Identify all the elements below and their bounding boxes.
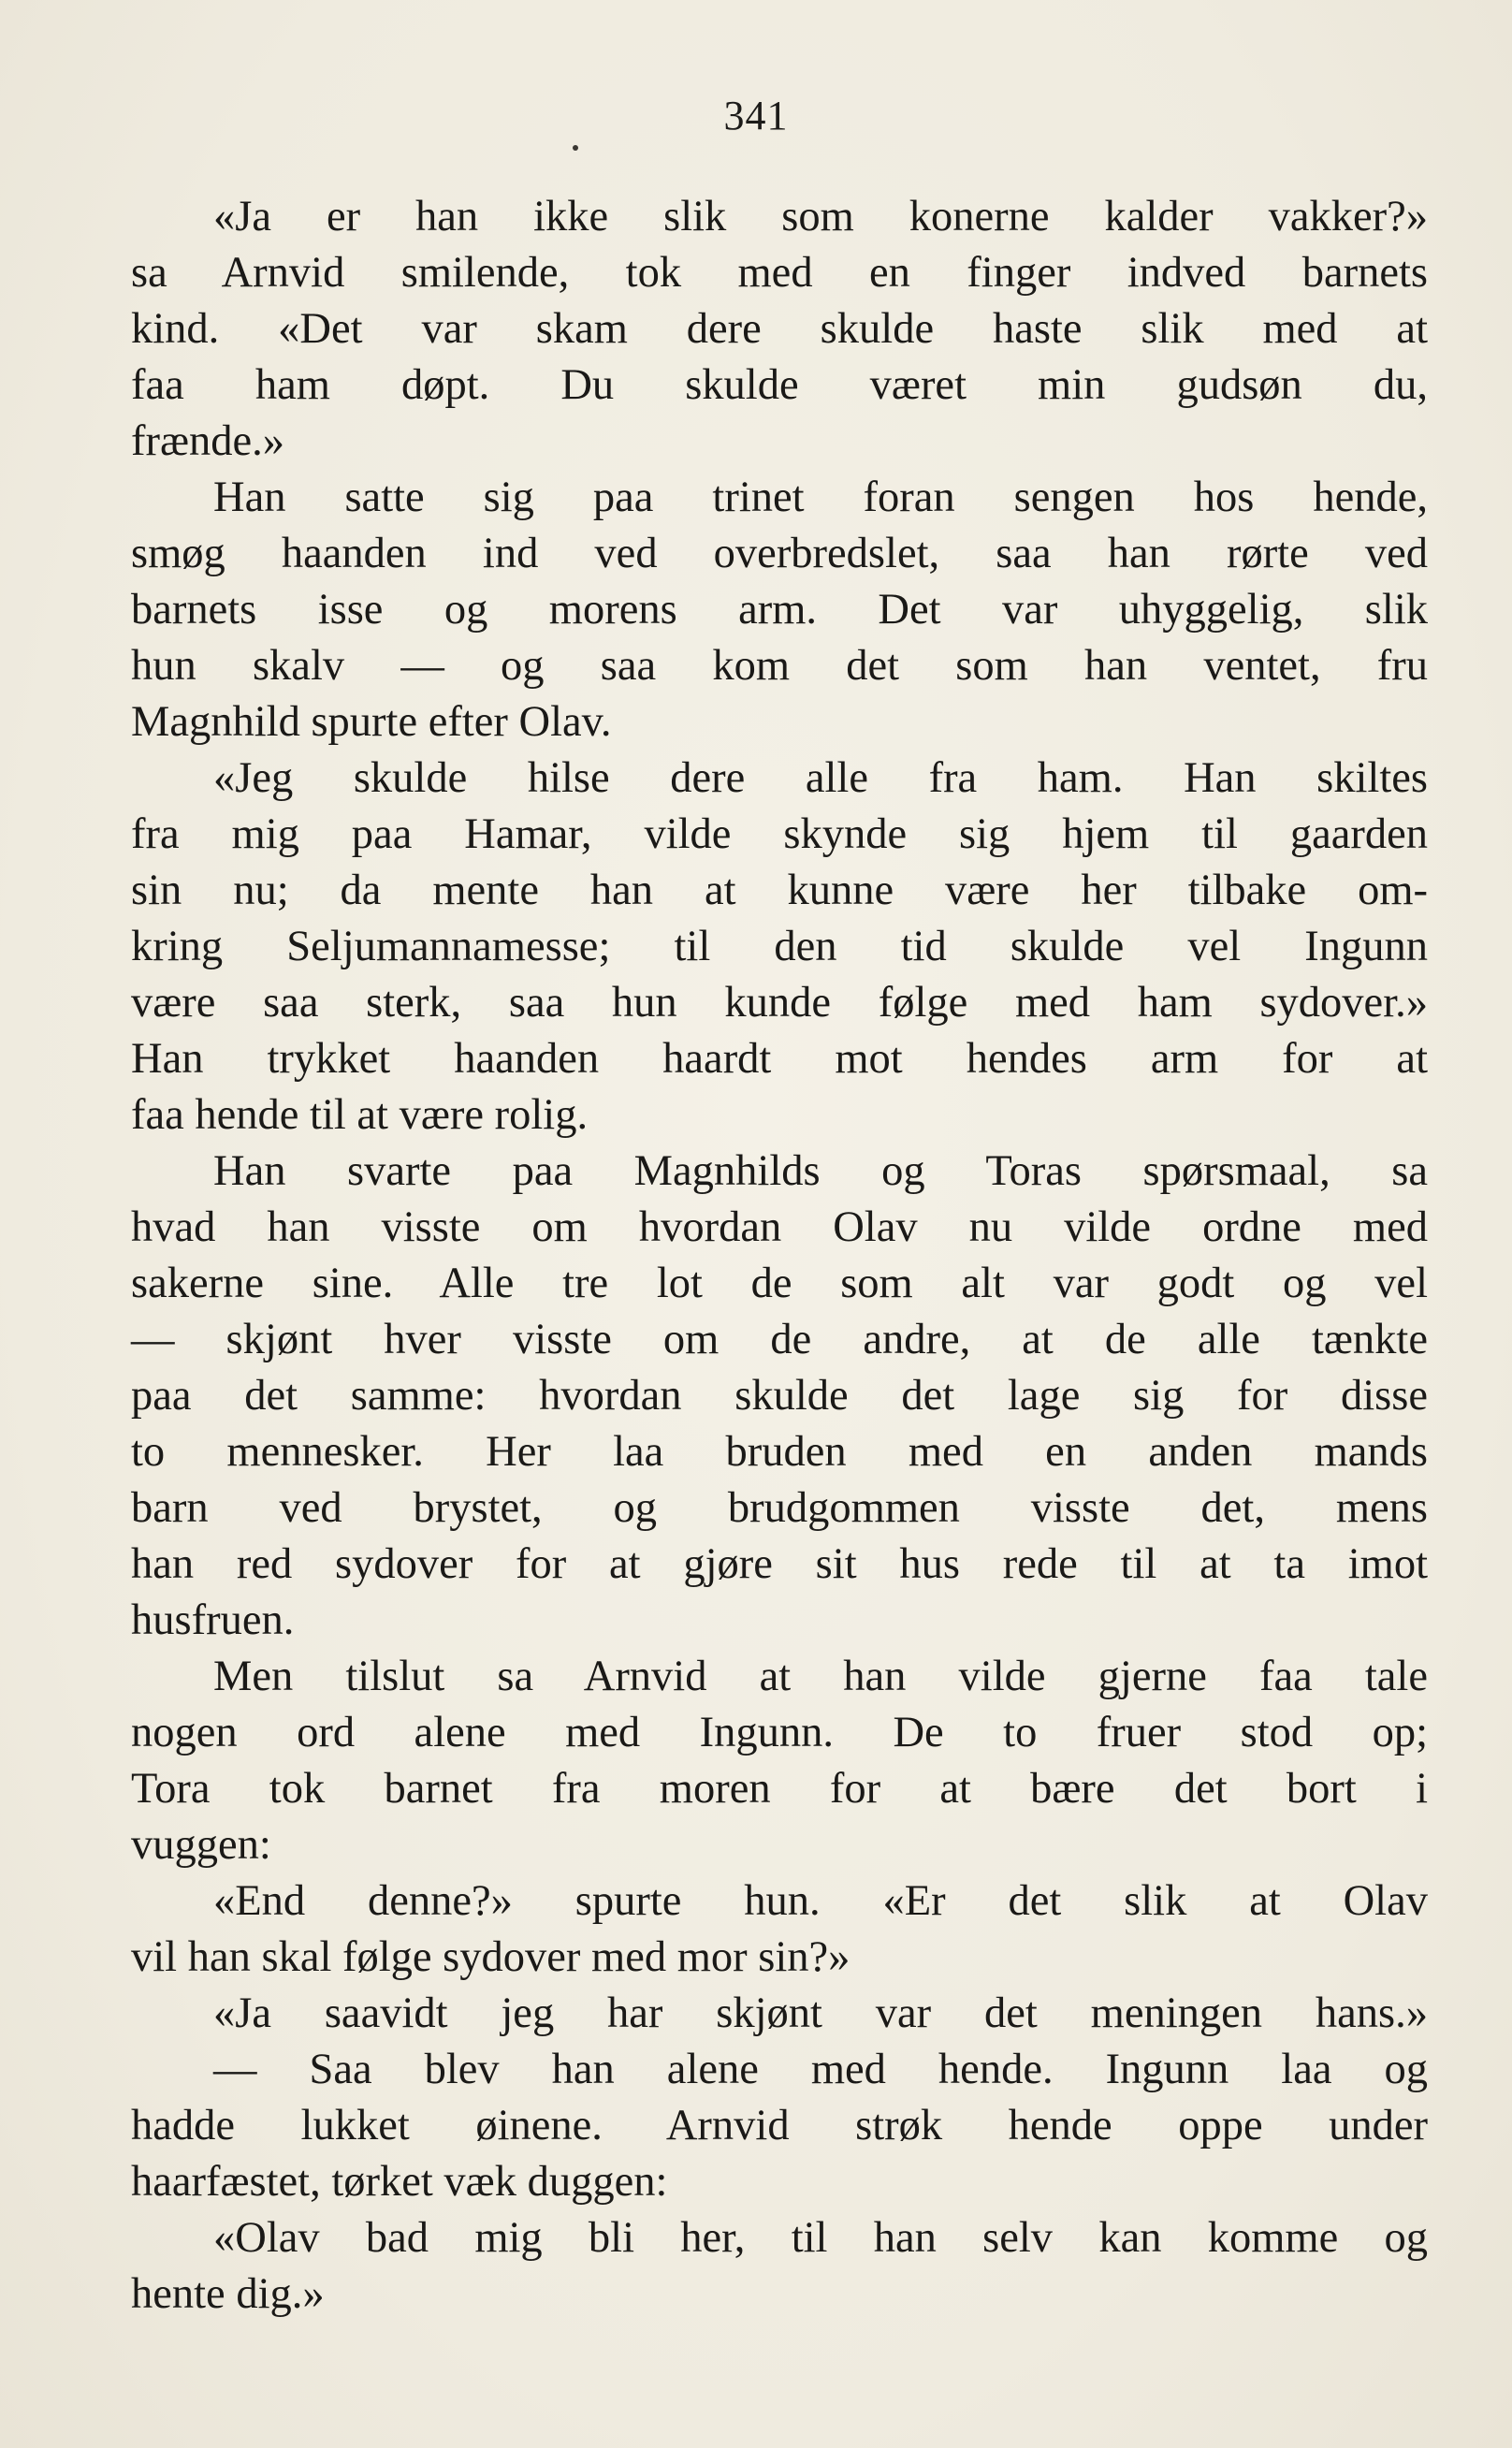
text-line: haarfæstet, tørket væk duggen: <box>131 2158 668 2206</box>
text-line: husfruen. <box>131 1596 295 1644</box>
text-line: sa Arnvid smilende, tok med en finger indved barnets <box>131 249 1428 297</box>
text-line: Han satte sig paa trinet foran sengen hos hende, <box>213 474 1428 521</box>
text-line: «Ja er han ikke slik som konerne kalder vakker?» <box>213 193 1428 240</box>
text-line: fra mig paa Hamar, vilde skynde sig hjem til gaarden <box>131 810 1428 858</box>
text-line: hente dig.» <box>131 2270 325 2318</box>
text-line: «Olav bad mig bli her, til han selv kan komme og <box>213 2214 1428 2262</box>
page-number: 341 <box>723 93 789 138</box>
text-line: kind. «Det var skam dere skulde haste slik med at <box>131 305 1428 353</box>
text-line: være saa sterk, saa hun kunde følge med ham sydover.» <box>131 979 1428 1027</box>
text-line: Han trykket haanden haardt mot hendes arm for at <box>131 1035 1428 1083</box>
text-line: — skjønt hver visste om de andre, at de alle tænkte <box>131 1316 1428 1363</box>
text-line: hun skalv — og saa kom det som han ventet, fru <box>131 642 1428 690</box>
body-text <box>131 189 1428 2323</box>
text-line: — Saa blev han alene med hende. Ingunn laa og <box>213 2046 1428 2093</box>
text-line: han red sydover for at gjøre sit hus rede til at ta imot <box>131 1540 1428 1588</box>
text-line: «End denne?» spurte hun. «Er det slik at Olav <box>213 1877 1428 1925</box>
ink-speck <box>573 145 578 151</box>
text-line: smøg haanden ind ved overbredslet, saa han rørte ved <box>131 530 1428 577</box>
text-line: faa ham døpt. Du skulde været min gudsøn du, <box>131 361 1428 409</box>
text-line: vil han skal følge sydover med mor sin?» <box>131 1933 850 1981</box>
text-line: Han svarte paa Magnhilds og Toras spørsmaal, sa <box>213 1147 1428 1195</box>
text-line: hadde lukket øinene. Arnvid strøk hende oppe under <box>131 2102 1428 2149</box>
text-line: «Ja saavidt jeg har skjønt var det meningen hans.» <box>213 1989 1428 2037</box>
text-line: nogen ord alene med Ingunn. De to fruer stod op; <box>131 1709 1428 1756</box>
text-line: Tora tok barnet fra moren for at bære det bort i <box>131 1765 1428 1813</box>
text-line: «Jeg skulde hilse dere alle fra ham. Han skiltes <box>213 754 1428 802</box>
text-line: kring Seljumannamesse; til den tid skulde vel Ingunn <box>131 923 1428 970</box>
text-line: Men tilslut sa Arnvid at han vilde gjerne faa tale <box>213 1653 1428 1700</box>
text-line: faa hende til at være rolig. <box>131 1091 589 1139</box>
text-line: vuggen: <box>131 1821 271 1869</box>
text-line: hvad han visste om hvordan Olav nu vilde ordne med <box>131 1203 1428 1251</box>
text-line: Magnhild spurte efter Olav. <box>131 698 612 746</box>
text-line: to mennesker. Her laa bruden med en anden mands <box>131 1428 1428 1476</box>
text-line: frænde.» <box>131 417 284 465</box>
text-line: barnets isse og morens arm. Det var uhyggelig, slik <box>131 586 1428 634</box>
text-line: sin nu; da mente han at kunne være her tilbake om- <box>131 867 1428 914</box>
text-line: sakerne sine. Alle tre lot de som alt var godt og vel <box>131 1260 1428 1307</box>
text-line: paa det samme: hvordan skulde det lage sig for disse <box>131 1372 1428 1420</box>
text-line: barn ved brystet, og brudgommen visste det, mens <box>131 1484 1428 1532</box>
